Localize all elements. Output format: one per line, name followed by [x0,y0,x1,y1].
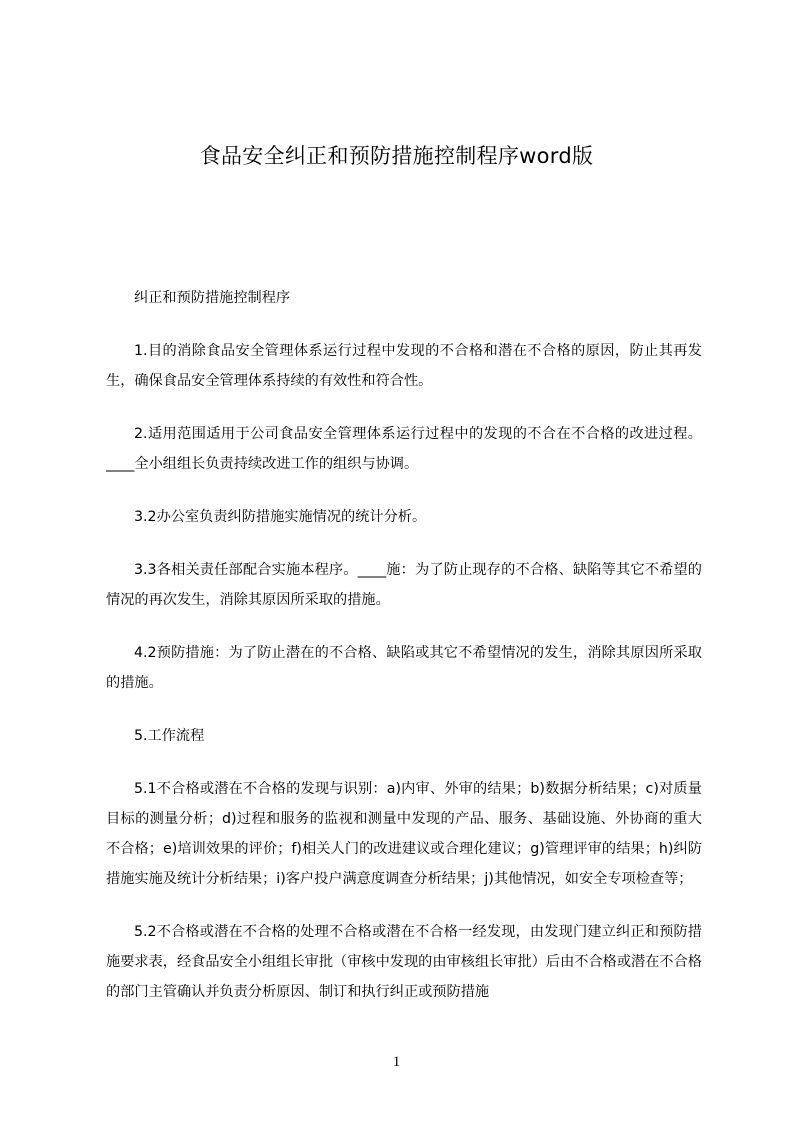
paragraph-5-1: 5.1不合格或潜在不合格的发现与识别：a)内审、外审的结果；b)数据分析结果；c)对质量目标的测量分析；d)过程和服务的监视和测量中发现的产品、服务、基础设施、外协商的重大不合格；e)培训效果的评价；f)相关人门的改进建议或合理化建议；g)管理评审的结果；h)纠防措施实施及统计分析结果；i)客户投户满意度调查分析结果；j)其他情况，如安全专项检查等； [106,781,702,887]
paragraph-5-2: 5.2不合格或潜在不合格的处理不合格或潜在不合格一经发现，由发现门建立纠正和预防措施要求表，经食品安全小组组长审批（审核中发现的由审核组长审批）后由不合格或潜在不合格的部门主管确认并负责分析原因、制订和执行纠正或预防措施 [106,924,702,1000]
paragraph-4-2: 4.2预防措施：为了防止潜在的不合格、缺陷或其它不希望情况的发生，消除其原因所采取的措施。 [106,645,702,691]
document-title: 食品安全纠正和预防措施控制程序word版 [199,144,594,168]
paragraph-purpose: 1.目的消除食品安全管理体系运行过程中发现的不合格和潜在不合格的原因，防止其再发生，确保食品安全管理体系持续的有效性和符合性。 [106,343,702,389]
page-number: 1 [392,1054,401,1070]
paragraph-scope: 2.适用范围适用于公司食品安全管理体系运行过程中的发现的不合在不合格的改进过程。____全小组组长负责持续改进工作的组织与协调。 [106,426,702,472]
paragraph-3-3: 3.3各相关责任部配合实施本程序。____施：为了防止现存的不合格、缺陷等其它不希望的情况的再次发生，消除其原因所采取的措施。 [106,562,702,608]
paragraph-workflow: 5.工作流程 [134,728,205,744]
paragraph-heading: 纠正和预防措施控制程序 [134,290,291,306]
document-body [106,283,702,1030]
paragraph-3-2: 3.2办公室负责纠防措施实施情况的统计分析。 [134,509,427,525]
